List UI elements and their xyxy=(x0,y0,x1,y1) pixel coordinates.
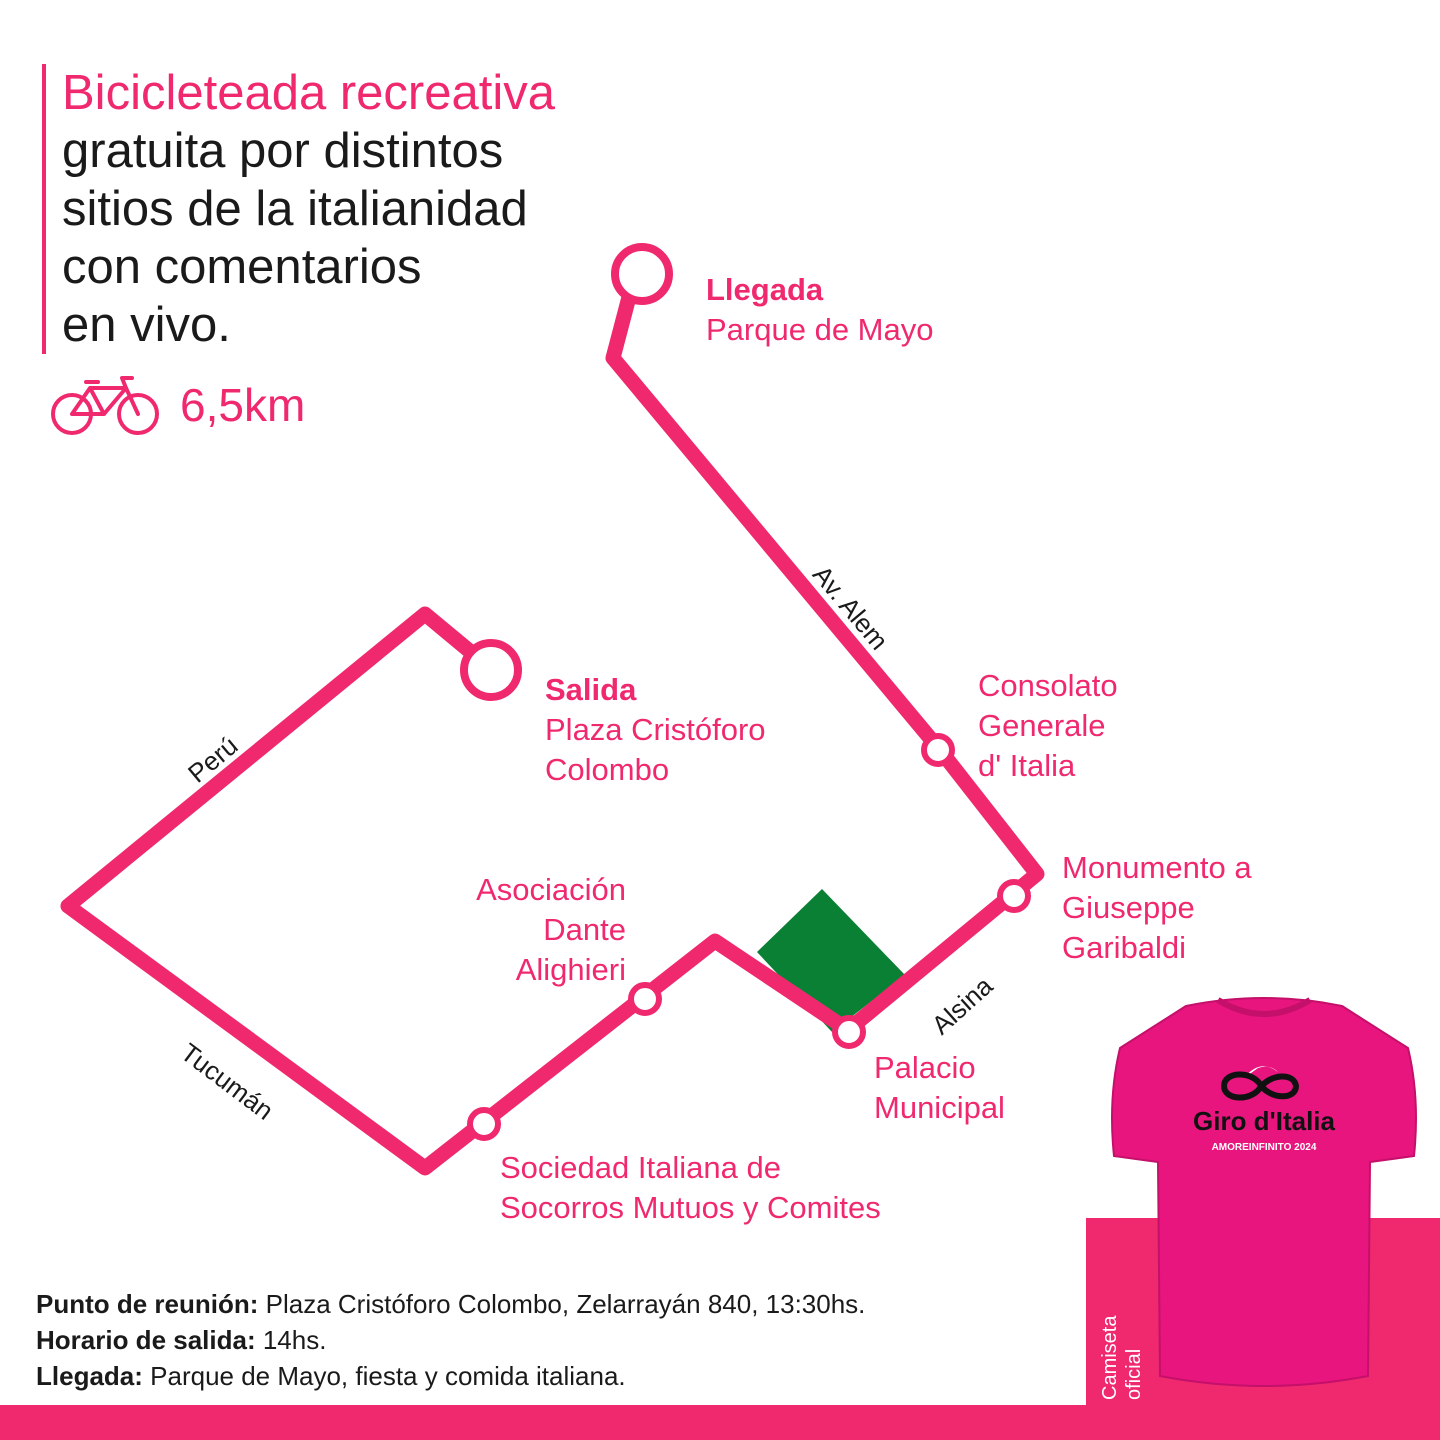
place-name: Giuseppe xyxy=(1062,890,1195,925)
place-name: Plaza Cristóforo xyxy=(545,712,766,747)
title-line: en vivo. xyxy=(62,298,231,352)
place-name: Monumento a xyxy=(1062,850,1252,885)
stop-marker xyxy=(1000,882,1028,910)
place-consolato xyxy=(978,666,1118,786)
place-dante xyxy=(380,870,626,990)
title-line: con comentarios xyxy=(62,240,422,294)
place-monumento xyxy=(1062,848,1252,968)
title-line: gratuita por distintos xyxy=(62,124,504,178)
place-name: Consolato xyxy=(978,668,1118,703)
place-name: Dante xyxy=(543,912,626,947)
shirt-tagline: AMOREINFINITO 2024 xyxy=(1211,1142,1317,1153)
place-sociedad xyxy=(500,1148,881,1228)
title-line: sitios de la italianidad xyxy=(62,182,528,236)
place-heading: Llegada xyxy=(706,272,824,307)
departure-row xyxy=(36,1322,865,1358)
event-info xyxy=(36,1286,865,1394)
meeting-point-label: Punto de reunión: xyxy=(36,1289,259,1319)
arrival-label: Llegada: xyxy=(36,1361,143,1391)
departure-value: 14hs. xyxy=(255,1325,327,1355)
shirt-label-line: oficial xyxy=(1123,1348,1145,1400)
place-name: Generale xyxy=(978,708,1106,743)
street-label-peru: Perú xyxy=(182,730,244,789)
start-marker xyxy=(464,643,518,697)
place-name: Asociación xyxy=(476,872,626,907)
stop-marker xyxy=(631,985,659,1013)
place-heading: Salida xyxy=(545,672,637,707)
place-name: Parque de Mayo xyxy=(706,312,934,347)
street-label-alsina: Alsina xyxy=(925,970,999,1041)
official-shirt-image xyxy=(1108,988,1420,1400)
place-name: Colombo xyxy=(545,752,670,787)
stop-marker xyxy=(470,1110,498,1138)
stop-marker xyxy=(835,1018,863,1046)
arrival-row xyxy=(36,1358,865,1394)
place-name: Alighieri xyxy=(515,952,626,987)
distance-label: 6,5km xyxy=(180,379,306,431)
place-palacio xyxy=(874,1048,1005,1128)
place-name: Garibaldi xyxy=(1062,930,1187,965)
finish-marker xyxy=(615,247,669,301)
place-salida xyxy=(545,670,766,790)
meeting-point-value: Plaza Cristóforo Colombo, Zelarrayán 840, 13:30hs. xyxy=(258,1289,866,1319)
stop-marker xyxy=(924,736,952,764)
place-name: Palacio xyxy=(874,1050,976,1085)
street-label-alem: Av. Alem xyxy=(806,559,895,656)
departure-label: Horario de salida: xyxy=(36,1325,256,1355)
place-name: Sociedad Italiana de xyxy=(500,1150,781,1185)
shirt-label-line: Camiseta xyxy=(1099,1315,1121,1400)
place-name: Socorros Mutuos y Comites xyxy=(500,1190,881,1225)
place-name: d' Italia xyxy=(978,748,1076,783)
place-name: Municipal xyxy=(874,1090,1005,1125)
arrival-value: Parque de Mayo, fiesta y comida italiana. xyxy=(142,1361,626,1391)
title-line: Bicicleteada recreativa xyxy=(62,66,555,120)
meeting-point-row xyxy=(36,1286,865,1322)
shirt-brand: Giro d'Italia xyxy=(1193,1106,1335,1136)
place-llegada xyxy=(706,270,933,350)
street-label-tucuman: Tucumán xyxy=(175,1037,280,1126)
